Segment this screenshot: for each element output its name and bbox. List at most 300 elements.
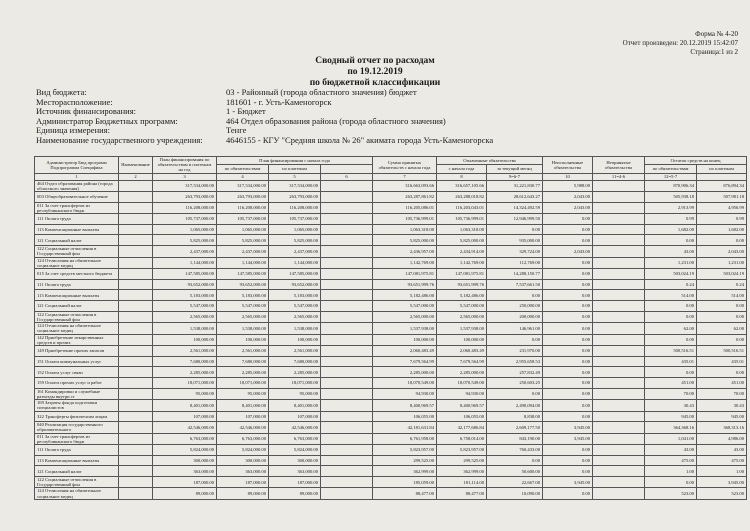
cell-value: 0.00	[487, 455, 543, 466]
col-accepted: Сумма принятых обязательств с начала года	[373, 157, 437, 174]
column-number: 6	[321, 173, 373, 180]
cell-value: 95,000.00	[217, 388, 269, 399]
col-bal-pay: по платежам	[697, 165, 747, 173]
cell-value: 147,585,000.00	[217, 268, 269, 279]
cell-value: 0.00	[543, 257, 593, 268]
cell-value	[321, 477, 373, 488]
cell-value: 8,400,969.57	[437, 400, 487, 411]
cell-value: 2,565,000.00	[373, 311, 437, 322]
cell-value	[593, 311, 645, 322]
cell-value	[593, 466, 645, 477]
cell-value	[593, 268, 645, 279]
cell-value	[593, 488, 645, 499]
cell-value: 6,763,000.00	[153, 433, 217, 444]
cell-value: 5,183,000.00	[217, 290, 269, 301]
row-name-extra	[119, 422, 153, 433]
row-name: 015 За счет средств местного бюджета	[35, 268, 119, 279]
row-name-extra	[119, 279, 153, 290]
col-paid-group: Оплаченные обязательства	[437, 157, 543, 165]
row-name-extra	[119, 268, 153, 279]
cell-value: 88,477.00	[373, 488, 437, 499]
cell-value: 147,585,000.00	[269, 268, 321, 279]
column-number: 8	[437, 173, 487, 180]
cell-value	[321, 455, 373, 466]
cell-value	[321, 246, 373, 257]
row-name-extra	[119, 235, 153, 246]
cell-value: 5,182,486.00	[437, 290, 487, 301]
cell-value: 100,000.00	[373, 334, 437, 345]
cell-value: 31,221,830.77	[487, 180, 543, 191]
col-balance-group: Остаток средств на конец	[645, 157, 747, 165]
cell-value	[321, 445, 373, 456]
cell-value: 364,368.16	[645, 422, 697, 433]
cell-value: 5,825,000.00	[217, 235, 269, 246]
table-row	[35, 246, 747, 257]
cell-value: 0.00	[487, 290, 543, 301]
cell-value: 362,999.00	[437, 466, 487, 477]
cell-value: 503,024.19	[645, 268, 697, 279]
cell-value: 503,024.19	[697, 268, 747, 279]
cell-value: 100,000.00	[437, 334, 487, 345]
cell-value: 263,288,018.82	[437, 192, 487, 203]
cell-value	[321, 422, 373, 433]
row-name: 161 Командировки и служебные разъезды внутри ст	[35, 388, 119, 399]
cell-value	[321, 388, 373, 399]
cell-value: 2,437,000.00	[217, 246, 269, 257]
cell-value	[321, 378, 373, 389]
cell-value	[321, 279, 373, 290]
cell-value: 263,287,861.82	[373, 192, 437, 203]
cell-value: 18,071,000.00	[269, 378, 321, 389]
cell-value: 514.00	[697, 290, 747, 301]
row-name-extra	[119, 224, 153, 235]
cell-value	[593, 388, 645, 399]
cell-value: 62.00	[645, 323, 697, 334]
cell-value: 1,144,000.00	[269, 257, 321, 268]
cell-value: 5,825,000.00	[153, 235, 217, 246]
cell-value: 2,060,483.49	[437, 345, 487, 356]
cell-value: 6,763,000.00	[217, 433, 269, 444]
cell-value: 100,000.00	[269, 334, 321, 345]
cell-value: 93,651,999.76	[437, 279, 487, 290]
cell-value: 187,000.00	[269, 477, 321, 488]
col-admin: Администратор Бюд.программ Подпрограмма Специфика	[35, 157, 119, 174]
cell-value: 3,945.00	[697, 477, 747, 488]
cell-value: 8,401,000.00	[269, 400, 321, 411]
table-row	[35, 356, 747, 367]
cell-value	[321, 257, 373, 268]
cell-value: 2,434,914.00	[437, 246, 487, 257]
col-plan-group: План финансирования с начала года	[217, 157, 373, 165]
table-row	[35, 488, 747, 499]
cell-value: 8,401,000.00	[153, 400, 217, 411]
row-name-extra	[119, 400, 153, 411]
row-name-extra	[119, 246, 153, 257]
cell-value: 7,679,564.99	[437, 356, 487, 367]
info-value: 03 - Районный (города областного значения) бюджет	[226, 87, 417, 97]
cell-value: 5,824,000.00	[153, 445, 217, 456]
cell-value: 2,043.00	[543, 192, 593, 203]
cell-value: 105,736,999.01	[437, 214, 487, 225]
cell-value: 93,652,000.00	[217, 279, 269, 290]
form-number: Форма № 4-20	[695, 30, 738, 38]
cell-value: 185,059.00	[373, 477, 437, 488]
cell-value: 2,285,000.00	[437, 367, 487, 378]
table-row	[35, 290, 747, 301]
cell-value: 2,436,957.00	[373, 246, 437, 257]
cell-value: 94,930.00	[437, 388, 487, 399]
cell-value: 2,565,000.00	[217, 311, 269, 322]
cell-value: 147,081,975.81	[373, 268, 437, 279]
cell-value: 0.00	[543, 301, 593, 312]
table-row	[35, 466, 747, 477]
cell-value: 316,663,093.66	[373, 180, 437, 191]
row-name: 151 Оплата коммунальных услуг	[35, 356, 119, 367]
row-name: 121 Социальный налог	[35, 301, 119, 312]
cell-value: 2,913.99	[645, 202, 697, 213]
cell-value: 514.00	[645, 290, 697, 301]
row-name: 111 Оплата труда	[35, 279, 119, 290]
cell-value: 95,000.00	[269, 388, 321, 399]
cell-value: 0.00	[543, 488, 593, 499]
cell-value: 42,181,631.84	[373, 422, 437, 433]
info-label: Источник финансирования:	[36, 106, 136, 117]
cell-value: 435.01	[645, 356, 697, 367]
cell-value: 870,906.34	[645, 180, 697, 191]
cell-value: 42,546,000.00	[269, 422, 321, 433]
cell-value: 876,894.34	[697, 180, 747, 191]
cell-value: 0.00	[543, 224, 593, 235]
cell-value: 0.00	[645, 235, 697, 246]
cell-value	[593, 345, 645, 356]
cell-value: 0.00	[697, 367, 747, 378]
row-name: 149 Приобретение прочих запасов	[35, 345, 119, 356]
cell-value: 62.00	[697, 323, 747, 334]
cell-value: 106,055.00	[373, 411, 437, 422]
col-obligations: по обязательствам	[217, 165, 269, 173]
cell-value	[321, 488, 373, 499]
cell-value: 42,177,686.84	[437, 422, 487, 433]
row-name: 159 Оплата прочих услуг и работ	[35, 378, 119, 389]
cell-value: 2,285,000.00	[217, 367, 269, 378]
column-number: 4	[217, 173, 269, 180]
cell-value: 105,737,000.00	[153, 214, 217, 225]
row-name: 003 Общеобразовательное обучение	[35, 192, 119, 203]
cell-value: 1,142,769.00	[437, 257, 487, 268]
cell-value: 329,724.00	[487, 246, 543, 257]
cell-value	[321, 268, 373, 279]
cell-value	[321, 433, 373, 444]
cell-value	[593, 356, 645, 367]
cell-value: 363,000.00	[217, 466, 269, 477]
cell-value	[593, 202, 645, 213]
cell-value: 250,000.00	[487, 301, 543, 312]
cell-value: 1,065,000.00	[153, 224, 217, 235]
table-row	[35, 257, 747, 268]
cell-value: 105,736,999.01	[373, 214, 437, 225]
cell-value: 0.00	[543, 400, 593, 411]
col-payments: по платежам	[269, 165, 321, 173]
cell-value: 0.00	[543, 345, 593, 356]
cell-value	[593, 445, 645, 456]
row-name-extra	[119, 356, 153, 367]
cell-value: 187,000.00	[217, 477, 269, 488]
cell-value: 5,825,000.00	[437, 235, 487, 246]
cell-value: 8,838.00	[487, 411, 543, 422]
cell-value: 2,565,000.00	[269, 311, 321, 322]
cell-value	[593, 422, 645, 433]
cell-value: 0.00	[697, 301, 747, 312]
cell-value	[321, 356, 373, 367]
cell-value: 18,071,000.00	[217, 378, 269, 389]
row-name: 113 Компенсационные выплаты	[35, 290, 119, 301]
cell-value: 95,000.00	[153, 388, 217, 399]
row-name-extra	[119, 214, 153, 225]
cell-value: 250,603.25	[487, 378, 543, 389]
column-number: 3	[153, 173, 217, 180]
cell-value: 263,793,000.00	[217, 192, 269, 203]
table-row	[35, 455, 747, 466]
cell-value: 6,761,958.00	[373, 433, 437, 444]
cell-value: 5,824,000.00	[217, 445, 269, 456]
cell-value: 116,203,043.01	[437, 202, 487, 213]
cell-value: 368,313.16	[697, 422, 747, 433]
cell-value: 5,547,000.00	[269, 301, 321, 312]
cell-value: 5,183,000.00	[153, 290, 217, 301]
row-name: 124 Отчисления на обязательное социальное медиц	[35, 257, 119, 268]
cell-value: 2,955,658.53	[487, 356, 543, 367]
cell-value: 5,547,000.00	[217, 301, 269, 312]
row-name-extra	[119, 257, 153, 268]
cell-value: 0.00	[543, 334, 593, 345]
cell-value: 89,000.00	[269, 488, 321, 499]
info-value: 4646155 - КГУ "Средняя школа № 26" акимата города Усть-Каменогорска	[226, 134, 494, 145]
table-row	[35, 345, 747, 356]
cell-value	[321, 311, 373, 322]
cell-value: 505,938.18	[645, 192, 697, 203]
cell-value: 263,793,000.00	[153, 192, 217, 203]
cell-value: 1,063,318.00	[373, 224, 437, 235]
cell-value	[593, 323, 645, 334]
column-number	[697, 173, 747, 180]
table-row	[35, 400, 747, 411]
cell-value: 0.99	[697, 214, 747, 225]
cell-value: 2,609,177.50	[487, 422, 543, 433]
row-name-extra	[119, 367, 153, 378]
row-name: 464 Отдел образования района (города областного значения)	[35, 180, 119, 191]
cell-value: 231,970.00	[487, 345, 543, 356]
table-row	[35, 235, 747, 246]
row-name-extra	[119, 433, 153, 444]
row-name: 011 За счет трансфертов из республиканского бюдж	[35, 433, 119, 444]
cell-value: 1,041.00	[645, 433, 697, 444]
row-name-extra	[119, 290, 153, 301]
cell-value	[593, 378, 645, 389]
cell-value: 0.00	[697, 235, 747, 246]
table-row	[35, 311, 747, 322]
cell-value: 843,190.00	[487, 433, 543, 444]
row-name-extra	[119, 445, 153, 456]
col-name: Наименование	[119, 157, 153, 174]
cell-value: 1,538,000.00	[153, 323, 217, 334]
cell-value: 435.01	[697, 356, 747, 367]
table-row	[35, 268, 747, 279]
cell-value: 1,065,000.00	[269, 224, 321, 235]
page-number: Страница:1 из 2	[690, 48, 738, 56]
row-name: 111 Оплата труда	[35, 445, 119, 456]
row-name-extra	[119, 202, 153, 213]
cell-value: 263,793,000.00	[269, 192, 321, 203]
cell-value: 28,612,643.27	[487, 192, 543, 203]
cell-value: 1,231.00	[645, 257, 697, 268]
row-name-extra	[119, 323, 153, 334]
table-row	[35, 334, 747, 345]
cell-value: 4,986.00	[697, 433, 747, 444]
cell-value: 0.00	[697, 311, 747, 322]
cell-value: 0.00	[543, 388, 593, 399]
cell-value: 5,182,486.00	[373, 290, 437, 301]
cell-value	[321, 367, 373, 378]
row-name: 121 Социальный налог	[35, 466, 119, 477]
col-unfulfilled: Неисполненные обязательства	[543, 157, 593, 174]
info-value: 1 - Бюджет	[226, 106, 266, 117]
cell-value: 1,538,000.00	[269, 323, 321, 334]
row-name: 040 Реализация государственного образовательного	[35, 422, 119, 433]
cell-value: 5,547,000.00	[437, 301, 487, 312]
cell-value: 5,823,957.00	[373, 445, 437, 456]
cell-value: 523.00	[697, 488, 747, 499]
cell-value: 0.00	[487, 388, 543, 399]
cell-value: 299,525.00	[437, 455, 487, 466]
cell-value: 0.00	[543, 455, 593, 466]
cell-value: 0.00	[645, 367, 697, 378]
col-paid-month: за текущий месяц	[487, 165, 543, 173]
cell-value	[321, 400, 373, 411]
cell-value	[593, 192, 645, 203]
cell-value: 42,546,000.00	[153, 422, 217, 433]
cell-value: 2,060,483.49	[373, 345, 437, 356]
cell-value: 1,231.00	[697, 257, 747, 268]
cell-value: 18,070,549.00	[373, 378, 437, 389]
cell-value: 0.00	[645, 477, 697, 488]
cell-value: 5,183,000.00	[269, 290, 321, 301]
cell-value: 1,537,938.00	[437, 323, 487, 334]
row-name-extra	[119, 455, 153, 466]
info-value: 464 Отдел образования района (города областного значения)	[226, 115, 446, 126]
cell-value: 500,516.51	[697, 345, 747, 356]
row-name: 121 Социальный налог	[35, 235, 119, 246]
cell-value: 93,652,000.00	[153, 279, 217, 290]
report-header-info	[36, 88, 493, 146]
info-row	[36, 136, 493, 146]
cell-value: 3,945.00	[543, 433, 593, 444]
cell-value: 0.00	[543, 411, 593, 422]
row-name-extra	[119, 311, 153, 322]
expenditure-table	[34, 156, 747, 500]
info-label: Месторасположение:	[36, 96, 113, 107]
cell-value: 300,000.00	[153, 455, 217, 466]
row-name: 111 Оплата труда	[35, 214, 119, 225]
cell-value: 94,930.00	[373, 388, 437, 399]
cell-value: 5,547,000.00	[373, 301, 437, 312]
cell-value	[321, 180, 373, 191]
cell-value: 0.00	[543, 311, 593, 322]
cell-value: 0.00	[487, 224, 543, 235]
cell-value: 0.00	[543, 290, 593, 301]
cell-value: 317,534,000.00	[153, 180, 217, 191]
table-row	[35, 422, 747, 433]
row-name: 322 Трансферты физическим лицам	[35, 411, 119, 422]
cell-value: 93,651,999.76	[373, 279, 437, 290]
cell-value: 1,065,000.00	[217, 224, 269, 235]
cell-value: 1,144,000.00	[217, 257, 269, 268]
cell-value: 6,758,014.00	[437, 433, 487, 444]
row-name: 122 Социальные отчисления в Государственный фон	[35, 311, 119, 322]
column-number: 7	[373, 173, 437, 180]
table-row	[35, 367, 747, 378]
cell-value: 0.00	[645, 301, 697, 312]
cell-value: 5,547,000.00	[153, 301, 217, 312]
cell-value: 1,537,938.00	[373, 323, 437, 334]
cell-value	[321, 301, 373, 312]
cell-value	[593, 433, 645, 444]
cell-value: 146,961.00	[487, 323, 543, 334]
column-number: 5	[269, 173, 321, 180]
cell-value: 6,763,000.00	[269, 433, 321, 444]
cell-value: 2,437,000.00	[269, 246, 321, 257]
cell-value: 107,000.00	[153, 411, 217, 422]
cell-value: 2,565,000.00	[437, 311, 487, 322]
cell-value: 18,071,000.00	[153, 378, 217, 389]
cell-value: 5,825,000.00	[373, 235, 437, 246]
cell-value: 0.00	[543, 268, 593, 279]
row-name-extra	[119, 378, 153, 389]
cell-value: 0.00	[697, 334, 747, 345]
column-number: 10	[543, 173, 593, 180]
cell-value	[321, 202, 373, 213]
cell-value: 0.00	[543, 367, 593, 378]
cell-value	[321, 235, 373, 246]
cell-value: 89,000.00	[153, 488, 217, 499]
cell-value: 100,000.00	[153, 334, 217, 345]
cell-value: 935,000.00	[487, 235, 543, 246]
cell-value: 93,652,000.00	[269, 279, 321, 290]
cell-value: 2,490,094.00	[487, 400, 543, 411]
row-name-extra	[119, 477, 153, 488]
cell-value: 14,324,492.59	[487, 202, 543, 213]
row-name-extra	[119, 180, 153, 191]
column-number: 11=4-6	[593, 173, 645, 180]
cell-value: 1,063,318.00	[437, 224, 487, 235]
cell-value: 3,945.00	[543, 477, 593, 488]
cell-value: 500,516.51	[645, 345, 697, 356]
cell-value: 5,988.00	[543, 180, 593, 191]
cell-value	[593, 455, 645, 466]
cell-value	[593, 367, 645, 378]
cell-value	[593, 214, 645, 225]
cell-value: 187,000.00	[153, 477, 217, 488]
info-label: Администратор Бюджетных программ:	[36, 115, 178, 126]
cell-value: 107,000.00	[217, 411, 269, 422]
cell-value: 8,400,969.57	[373, 400, 437, 411]
cell-value: 0.24	[645, 279, 697, 290]
cell-value: 5,823,957.00	[437, 445, 487, 456]
row-name: 122 Социальные отчисления в Государственный фон	[35, 477, 119, 488]
row-name: 011 За счет трансфертов из республиканского бюдж	[35, 202, 119, 213]
column-number: 9=6-7	[487, 173, 543, 180]
row-name-extra	[119, 334, 153, 345]
cell-value: 1,538,000.00	[217, 323, 269, 334]
